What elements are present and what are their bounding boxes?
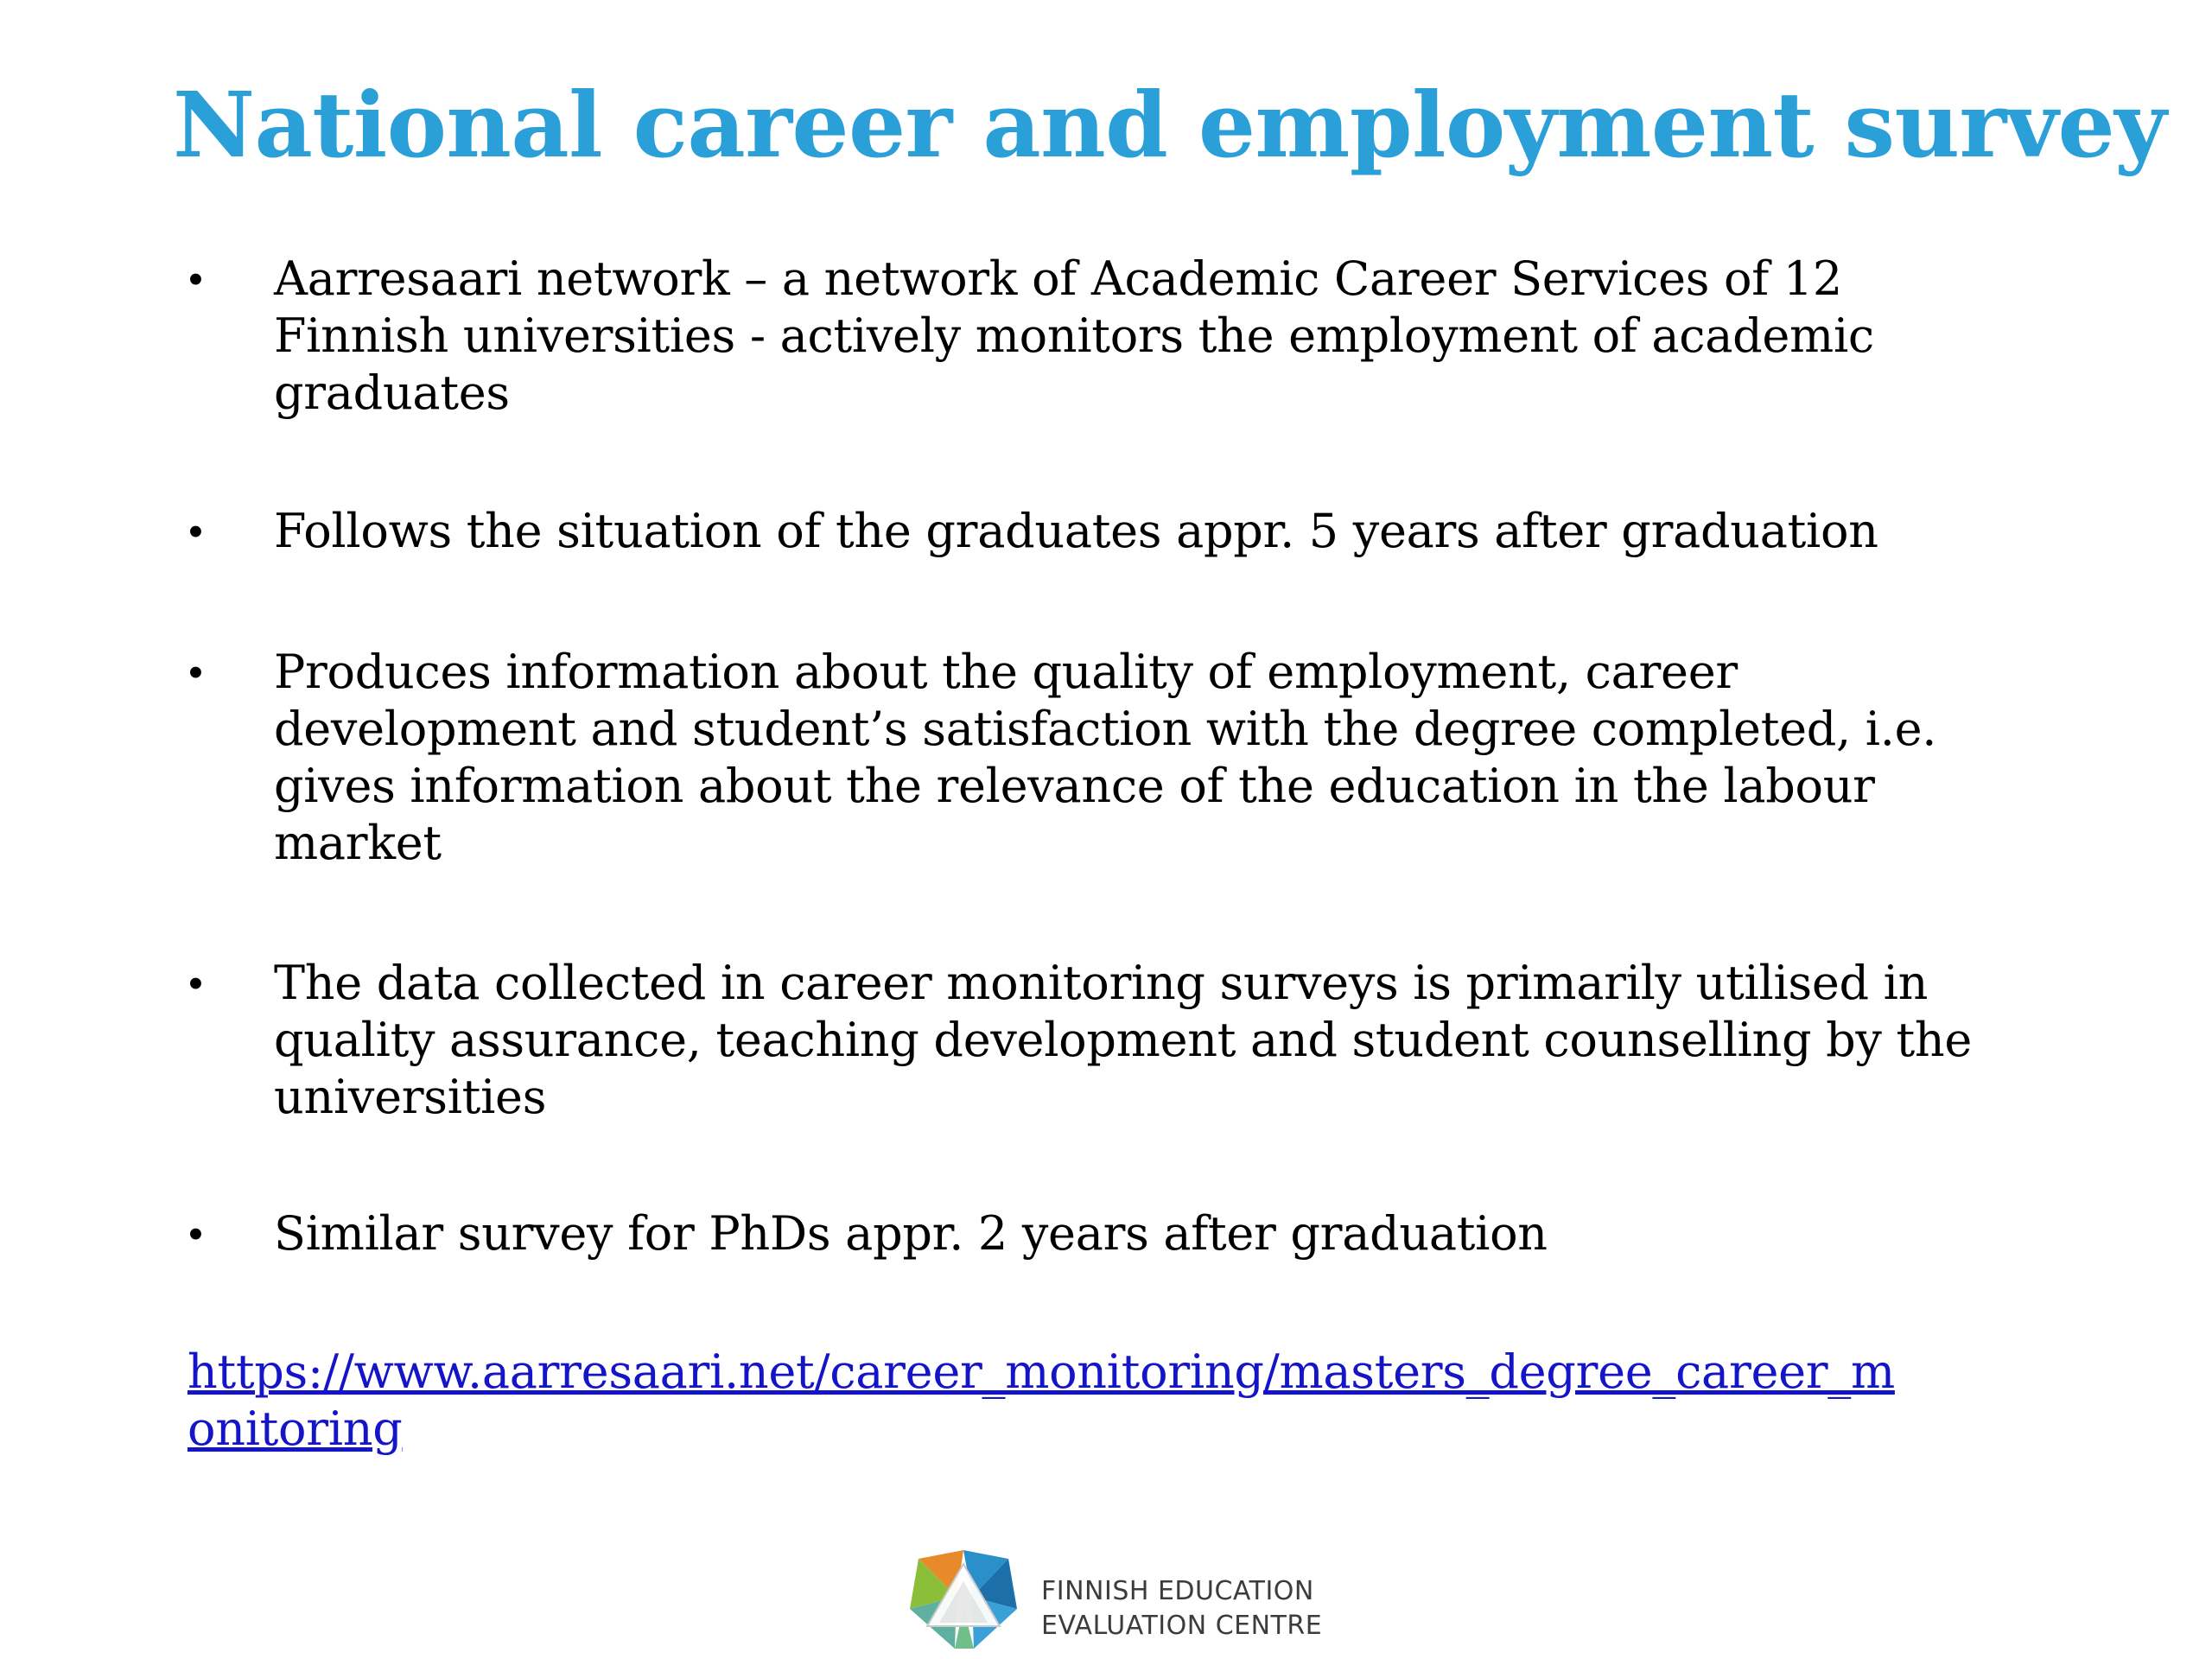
bullet-line: graduates [274,365,510,420]
bullet-dot: • [188,1208,204,1260]
slide-title: National career and employment survey [173,72,2166,178]
bullet-dot: • [188,957,204,1009]
bullet-text [274,251,2002,422]
bullet-dot: • [188,646,204,698]
bullet-line: market [274,816,442,870]
bullet-line: Finnish universities - actively monitors the employment of academic [274,308,1874,363]
bullet-dot: • [188,253,204,305]
aarresaari-link[interactable] [188,1344,1895,1458]
bullet-line: The data collected in career monitoring surveys is primarily utilised in [274,956,1929,1010]
karvi-logo [903,1547,1335,1659]
bullet-dot: • [188,505,204,557]
bullet-line: quality assurance, teaching development and student counselling by the [274,1013,1973,1067]
bullet-line: development and student’s satisfaction with the degree completed, i.e. [274,702,1937,756]
bullet-text [274,503,2002,560]
bullet-line: Similar survey for PhDs appr. 2 years after graduation [274,1206,1548,1261]
bullet-line: universities [274,1070,547,1124]
logo-line: EVALUATION CENTRE [1041,1611,1323,1641]
link-line[interactable]: onitoring [188,1402,403,1456]
bullet-text [274,955,2002,1126]
link-line[interactable]: https://www.aarresaari.net/career_monitoring/masters_degree_career_m [188,1344,1895,1399]
bullet-text [274,1205,2002,1262]
kaleidoscope-triangle-logo-icon [903,1547,1024,1655]
logo-line: FINNISH EDUCATION [1041,1576,1314,1606]
bullet-text [274,644,2002,872]
bullet-line: Follows the situation of the graduates appr. 5 years after graduation [274,504,1878,558]
logo-text [1041,1574,1322,1643]
bullet-line: Produces information about the quality of employment, career [274,645,1738,699]
bullet-line: Aarresaari network – a network of Academic Career Services of 12 [274,251,1842,306]
bullet-line: gives information about the relevance of the education in the labour [274,759,1875,813]
